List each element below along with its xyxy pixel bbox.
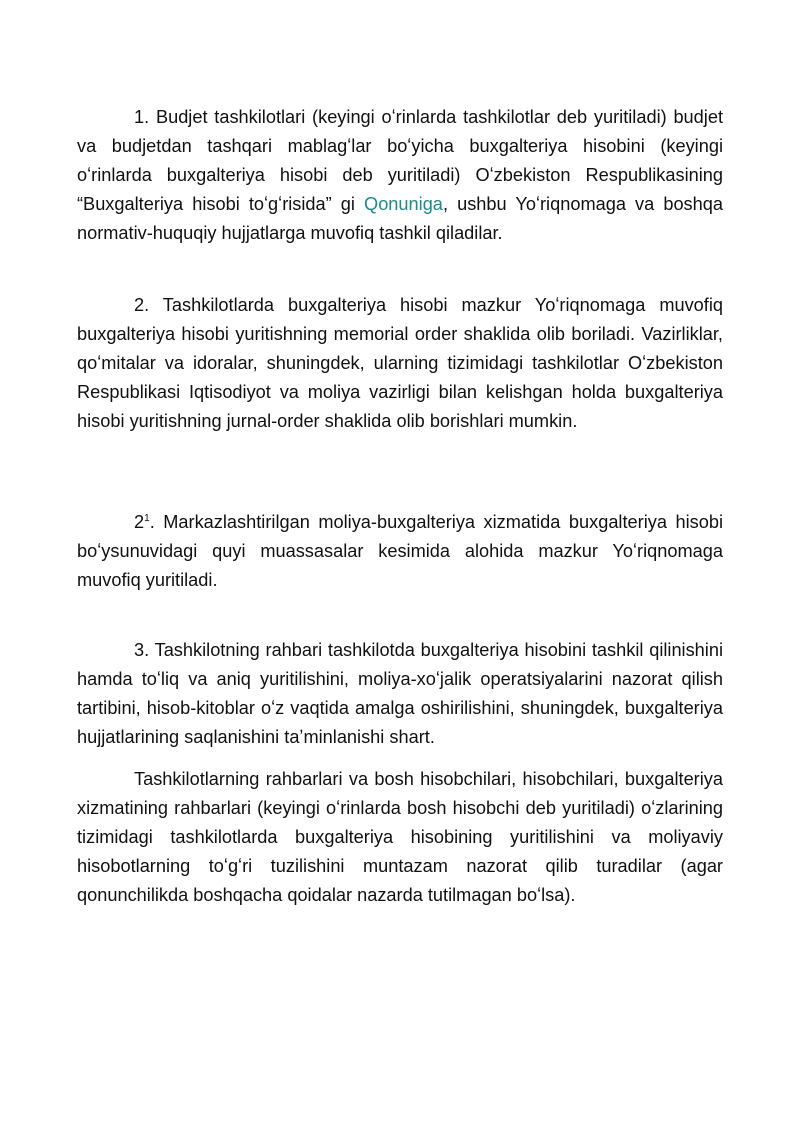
paragraph-1	[77, 103, 723, 248]
spacer	[77, 595, 723, 636]
paragraph-2: 2. Tashkilotlarda buxgalteriya hisobi mazkur Yoʻriqnomaga muvofiq buxgalteriya hisobi yuritishning memorial order shaklida olib boriladi. Vazirliklar, qoʻmitalar va idoralar, shuningdek, ularning tizimidagi tashkilotlar Oʻzbekiston Respublikasi Iqtisodiyot va moliya vazirligi bilan kelishgan holda buxgalteriya hisobi yuritishning jurnal-order shaklida olib borishlari mumkin.	[77, 295, 723, 431]
spacer	[77, 752, 723, 765]
spacer	[77, 436, 723, 508]
paragraph-2-1-number: 2	[134, 512, 145, 532]
paragraph-2-1-superscript: 1	[144, 512, 150, 524]
paragraph-1-text-end: , ushbu Yoʻriqnomaga va boshqa normativ-huquqiy hujjatlarga muvofiq tashkil qiladilar.	[77, 194, 723, 243]
paragraph-2-1	[77, 508, 723, 595]
paragraph-4: Tashkilotlarning rahbarlari va bosh hisobchilari, hisobchilari, buxgalteriya xizmatining rahbarlari (keyingi oʻrinlarda bosh hisobchi deb yuritiladi) oʻzlarining tizimidagi tashkilotlarda buxgalteriya hisobining yuritilishini va moliyaviy hisobotlarning toʻgʻri tuzilishini muntazam nazorat qilib turadilar (agar qonunchilikda boshqacha qoidalar nazarda tutilmagan boʻlsa).	[77, 769, 723, 905]
document-page	[77, 103, 723, 910]
spacer	[77, 248, 723, 291]
paragraph-2-1-text: . Markazlashtirilgan moliya-buxgalteriya xizmatida buxgalteriya hisobi boʻysunuvidagi quyi muassasalar kesimida alohida mazkur Yoʻriqnomaga muvofiq yuritiladi.	[77, 512, 723, 590]
paragraph-3: 3. Tashkilotning rahbari tashkilotda buxgalteriya hisobini tashkil qilinishini hamda toʻliq va aniq yuritilishini, moliya-xoʻjalik operatsiyalarini nazorat qilish tartibini, hisob-kitoblar oʻz vaqtida amalga oshirilishini, shuningdek, buxgalteriya hujjatlarining saqlanishini taʼminlanishi shart.	[77, 640, 723, 747]
paragraph-1-text-start: 1. Budjet tashkilotlari (keyingi oʻrinlarda tashkilotlar deb yuritiladi) budjet va budjetdan tashqari mablagʻlar boʻyicha buxgalteriya hisobini (keyingi oʻrinlarda buxgalteriya hisobi deb yuritiladi) Oʻzbekiston Respublikasining “Buxgalteriya hisobi toʻgʻrisida” gi	[77, 107, 723, 214]
qonuniga-link[interactable]: Qonuniga	[364, 194, 443, 214]
